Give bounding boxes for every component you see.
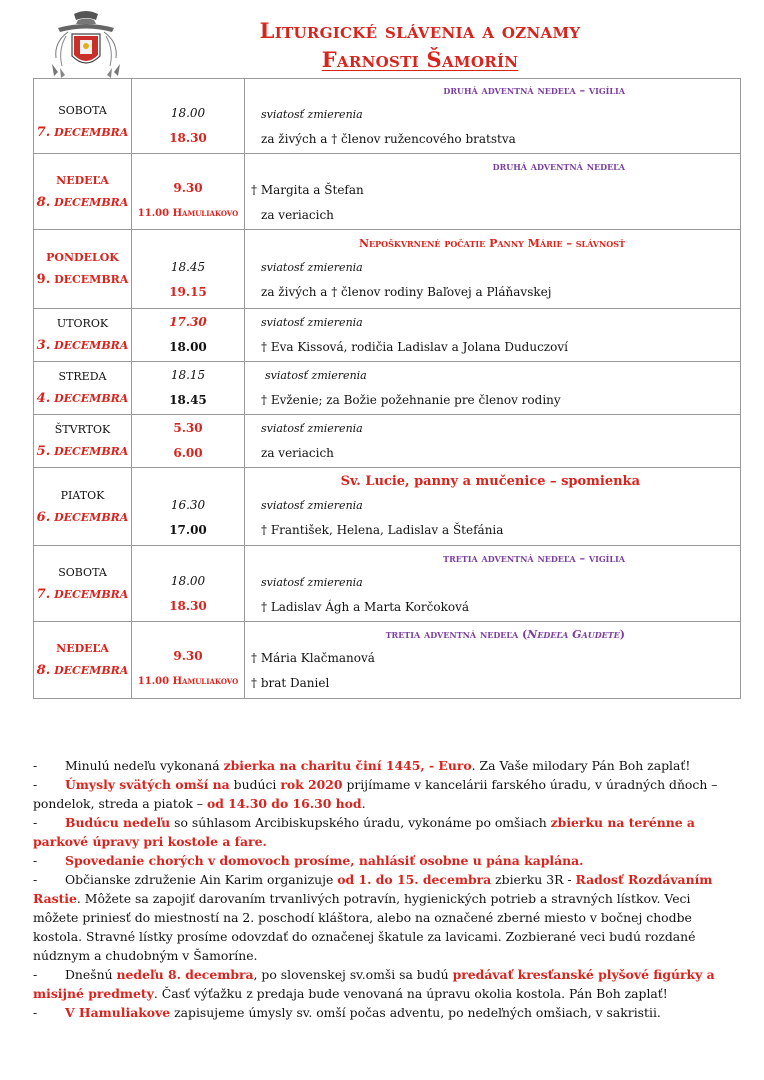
day-name: NEDEĽA: [56, 642, 109, 655]
entry-time: 17.00: [169, 522, 207, 537]
description-cell: [245, 546, 741, 622]
entry-time: 18.00: [169, 340, 207, 354]
day-cell: [34, 468, 132, 546]
day-heading: tretia adventná nedeľa – vigília: [443, 551, 625, 565]
description-cell: [245, 622, 741, 699]
announcement-item: - Spovedanie chorých v domovoch prosíme, nahlásiť osobne u pána kaplána.: [33, 853, 584, 868]
entry-time: 11.00 Hamuliakovo: [137, 207, 239, 219]
entry-text: sviatosť zmierenia: [261, 261, 363, 274]
description-cell: [245, 154, 741, 230]
announcement-item: - V Hamuliakove zapisujeme úmysly sv. omší počas adventu, po nedeľných omšiach, v sakristii.: [33, 1005, 661, 1020]
day-cell: [34, 415, 132, 468]
time-cell: [132, 79, 245, 154]
day-name: ŠTVRTOK: [54, 423, 111, 436]
time-cell: [132, 468, 245, 546]
day-date: 8. DECEMBRA: [36, 663, 129, 678]
announcement-item: - Minulú nedeľu vykonaná zbierka na charitu činí 1445, - Euro. Za Vaše milodary Pán Boh zaplať!: [33, 758, 691, 773]
page-title: [140, 16, 700, 74]
table-row: [34, 546, 741, 622]
announcement-item: - Občianske združenie Ain Karim organizuje od 1. do 15. decembra zbierku 3R - Radosť Rozdávaním Rastie. Môžete sa zapojiť darovaním trvanlivých potravín, hygienických potrieb a stravných lístkov. Veci môžete priniesť do miestností na 2. poschodí kláštora, alebo na označené zberné miesto v bočnej chodbe kostola. Stravné lístky prosíme odovzdať do označenej škatule za lavicami. Zozbierané veci budú rozdané núdznym a chudobným v Šamoríne.: [33, 872, 713, 963]
announcements: [33, 756, 733, 1022]
day-heading: Nepoškvrnené počatie Panny Márie – slávnosť: [358, 237, 625, 250]
entry-time: 18.00: [170, 106, 206, 120]
day-cell: [34, 622, 132, 699]
announcement-item: - Budúcu nedeľu so súhlasom Arcibiskupského úradu, vykonáme po omšiach zbierku na terénne a parkové úpravy pri kostole a fare.: [33, 815, 695, 849]
day-heading: druhá adventná nedeľa – vigília: [443, 84, 625, 97]
day-name: SOBOTA: [58, 104, 107, 117]
day-name: SOBOTA: [58, 565, 107, 579]
day-heading: druhá adventná nedeľa: [492, 159, 625, 173]
schedule-table: [33, 78, 741, 699]
table-row: [34, 79, 741, 154]
entry-time: 18.30: [169, 131, 207, 145]
day-date: 9. DECEMBRA: [36, 272, 129, 287]
entry-time: 19.15: [169, 285, 207, 299]
day-name: PONDELOK: [46, 251, 119, 264]
day-cell: [34, 230, 132, 309]
entry-time: 5.30: [173, 421, 203, 435]
day-date: 8. DECEMBRA: [36, 194, 129, 210]
table-row: [34, 154, 741, 230]
day-date: 4. DECEMBRA: [36, 391, 129, 406]
day-name: PIATOK: [60, 488, 105, 502]
table-row: [34, 622, 741, 699]
day-date: 7. DECEMBRA: [36, 586, 129, 602]
day-heading: Sv. Lucie, panny a mučenice – spomienka: [340, 473, 640, 489]
entry-time: 18.45: [169, 393, 207, 407]
entry-time: 9.30: [173, 649, 203, 663]
time-cell: [132, 230, 245, 309]
entry-text: za živých a † členov ružencového bratstva: [261, 132, 516, 146]
day-date: 5. DECEMBRA: [36, 444, 129, 459]
entry-text: † Evženie; za Božie požehnanie pre členov rodiny: [261, 393, 561, 407]
description-cell: [245, 362, 741, 415]
description-cell: [245, 309, 741, 362]
entry-text: sviatosť zmierenia: [261, 108, 363, 121]
day-heading: tretia adventná nedeľa (Nedeľa Gaudete): [385, 628, 625, 641]
entry-text: † brat Daniel: [251, 676, 330, 690]
entry-text: sviatosť zmierenia: [261, 575, 363, 589]
entry-text: † František, Helena, Ladislav a Štefánia: [261, 522, 504, 537]
entry-text: za živých a † členov rodiny Baľovej a Pláňavskej: [261, 285, 552, 299]
description-cell: [245, 415, 741, 468]
entry-time: 16.30: [170, 497, 206, 512]
time-cell: [132, 154, 245, 230]
time-cell: [132, 309, 245, 362]
day-cell: [34, 154, 132, 230]
table-row: [34, 309, 741, 362]
entry-time: 11.00 Hamuliakovo: [137, 676, 239, 687]
time-cell: [132, 622, 245, 699]
entry-text: sviatosť zmierenia: [261, 498, 363, 512]
entry-text: sviatosť zmierenia: [261, 422, 363, 435]
title-line-2: Farnosti Šamorín: [321, 47, 519, 72]
entry-time: 18.45: [170, 260, 206, 274]
description-cell: [245, 468, 741, 546]
entry-time: 18.15: [170, 368, 206, 382]
parish-crest-logo: [44, 10, 128, 82]
time-cell: [132, 546, 245, 622]
entry-text: † Mária Klačmanová: [251, 651, 375, 665]
entry-time: 18.30: [169, 598, 207, 613]
day-date: 6. DECEMBRA: [36, 509, 129, 525]
title-line-1: Liturgické slávenia a oznamy: [259, 18, 581, 43]
announcement-item: - Dnešnú nedeľu 8. decembra, po slovenskej sv.omši sa budú predávať kresťanské plyšové figúrky a misijné predmety. Časť výťažku z predaja bude venovaná na úpravu okolia kostola. Pán Boh zaplať!: [33, 967, 715, 1001]
day-cell: [34, 309, 132, 362]
day-cell: [34, 79, 132, 154]
entry-time: 6.00: [173, 446, 203, 460]
time-cell: [132, 362, 245, 415]
time-cell: [132, 415, 245, 468]
day-cell: [34, 362, 132, 415]
entry-text: † Margita a Štefan: [251, 182, 364, 197]
day-date: 3. DECEMBRA: [36, 338, 129, 353]
entry-time: 17.30: [169, 315, 207, 329]
entry-text: za veriacich: [261, 207, 334, 222]
entry-time: 18.00: [170, 573, 206, 588]
table-row: [34, 415, 741, 468]
announcement-item: - Úmysly svätých omší na budúci rok 2020 prijímame v kancelárii farského úradu, v úradných dňoch – pondelok, streda a piatok – od 14.30 do 16.30 hod.: [33, 777, 718, 811]
day-name: UTOROK: [56, 317, 109, 330]
table-row: [34, 468, 741, 546]
day-name: NEDEĽA: [56, 173, 109, 187]
day-date: 7. DECEMBRA: [36, 125, 129, 140]
table-row: [34, 362, 741, 415]
entry-text: † Ladislav Ágh a Marta Korčoková: [261, 599, 470, 614]
day-cell: [34, 546, 132, 622]
entry-time: 9.30: [173, 180, 203, 195]
entry-text: za veriacich: [261, 446, 334, 460]
entry-text: † Eva Kissová, rodičia Ladislav a Jolana Duduczoví: [261, 340, 568, 354]
entry-text: sviatosť zmierenia: [261, 316, 363, 329]
description-cell: [245, 230, 741, 309]
description-cell: [245, 79, 741, 154]
table-row: [34, 230, 741, 309]
entry-text: sviatosť zmierenia: [265, 369, 367, 382]
day-name: STREDA: [58, 370, 107, 383]
